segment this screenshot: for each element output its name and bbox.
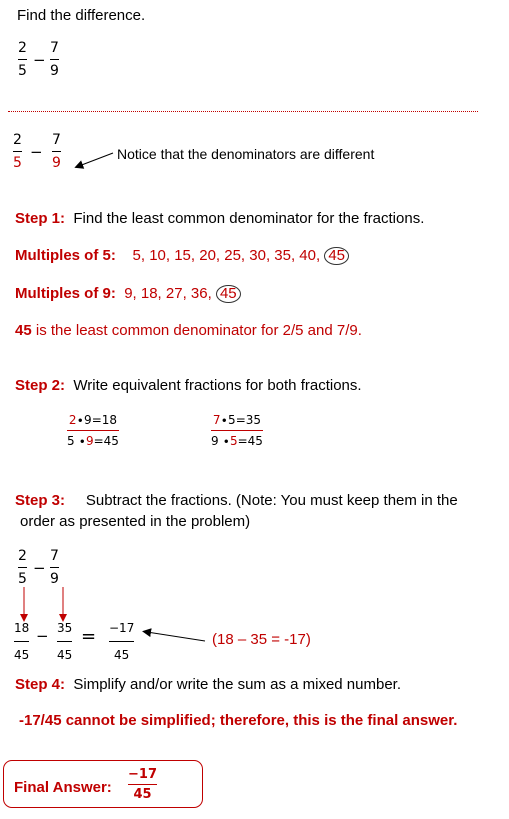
numerator: 2 <box>18 40 27 56</box>
result-fraction-2: 35 45 <box>57 621 73 662</box>
circled-45: 45 <box>324 247 349 265</box>
equals-sign: = <box>81 626 97 647</box>
result-fraction-1: 18 45 <box>14 621 30 662</box>
multiples-9-values: 9, 18, 27, 36, <box>124 285 212 302</box>
multiples-5-label: Multiples of 5: <box>15 247 116 264</box>
numerator: 2 <box>13 132 22 148</box>
numerator: 7 <box>50 40 59 56</box>
eq2-bottom: 9 ∙5=45 <box>211 434 263 448</box>
step2-label: Step 2: <box>15 377 66 394</box>
denominator: 5 <box>18 63 27 79</box>
notice-arrow <box>79 153 113 166</box>
lcd-text: is the least common denominator for 2/5 and 7/9. <box>35 322 362 339</box>
notice-text: Notice that the denominators are different <box>117 146 375 162</box>
problem-title: Find the difference. <box>17 7 146 24</box>
lcd-value: 45 <box>15 322 32 339</box>
circled-45: 45 <box>216 285 241 303</box>
denominator: 5 <box>13 155 22 171</box>
minus-sign: − <box>33 559 46 577</box>
conclusion-text: -17/45 cannot be simplified; therefore, this is the final answer. <box>19 712 458 729</box>
result-arrow <box>147 632 205 641</box>
denominator: 9 <box>50 63 59 79</box>
numerator: 7 <box>52 132 61 148</box>
multiples-9-label: Multiples of 9: <box>15 285 116 302</box>
step1-label: Step 1: <box>15 210 66 227</box>
eq2-top: 7∙5=35 <box>212 413 262 427</box>
minus-sign: − <box>30 143 43 161</box>
step4-text: Simplify and/or write the sum as a mixed number. <box>73 676 401 693</box>
step4-label: Step 4: <box>15 676 66 693</box>
minus-sign: − <box>36 627 49 645</box>
step3-text-2: order as presented in the problem) <box>20 513 251 530</box>
step2-text: Write equivalent fractions for both fractions. <box>73 377 362 394</box>
eq1-top: 2∙9=18 <box>68 413 118 427</box>
step4-row <box>15 676 401 693</box>
denominator: 9 <box>52 155 61 171</box>
step3-fraction-1: 2 5 <box>18 548 27 587</box>
step3-fraction-2: 7 9 <box>50 548 59 587</box>
minus-sign: − <box>33 51 46 69</box>
final-answer-fraction: −17 45 <box>128 767 157 802</box>
result-fraction-3: −17 45 <box>109 621 135 662</box>
subtraction-note: (18 – 35 = -17) <box>212 631 311 648</box>
step1-text: Find the least common denominator for the fractions. <box>73 210 425 227</box>
eq1-bottom: 5 ∙9=45 <box>67 434 119 448</box>
step3-label: Step 3: <box>15 492 66 509</box>
multiples-5-values: 5, 10, 15, 20, 25, 30, 35, 40, <box>132 247 321 264</box>
step3-text-1: Subtract the fractions. (Note: You must keep them in the <box>85 492 458 509</box>
final-answer-label: Final Answer: <box>14 779 112 796</box>
